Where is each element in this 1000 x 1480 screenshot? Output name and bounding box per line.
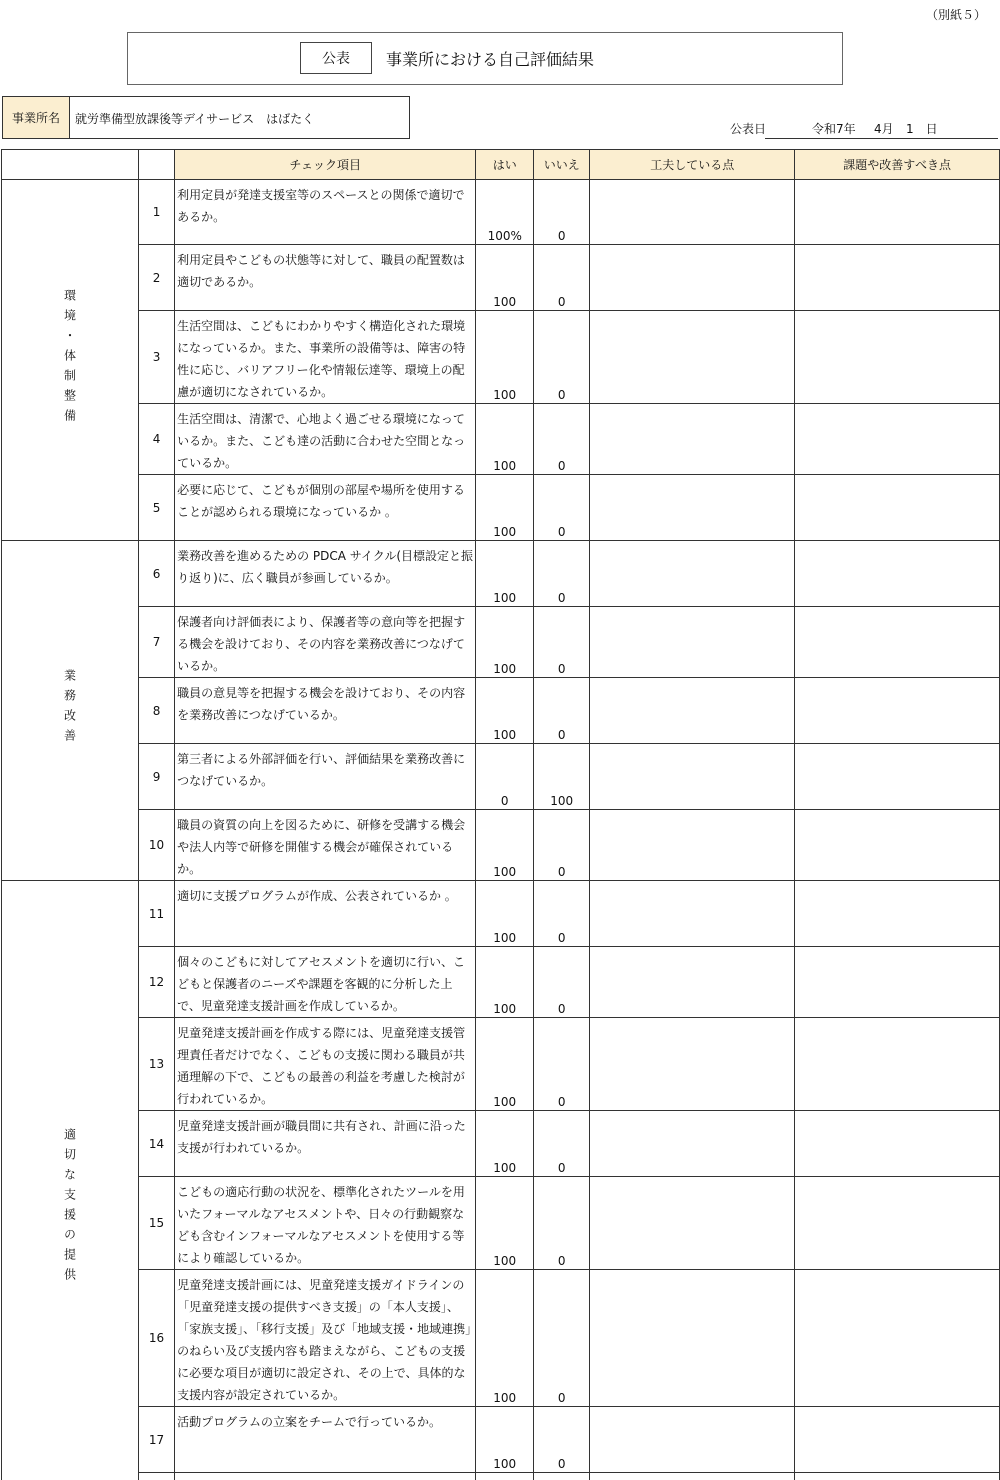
- good-points-cell: [590, 245, 795, 311]
- item-text: 適切に支援プログラムが作成、公表されているか 。: [175, 881, 476, 947]
- issues-cell: [795, 1018, 1000, 1111]
- item-text: 利用定員やこどもの状態等に対して、職員の配置数は適切であるか。: [175, 245, 476, 311]
- item-text: 利用定員が発達支援室等のスペースとの関係で適切であるか。: [175, 180, 476, 245]
- yes-value: 100: [476, 404, 534, 475]
- header-number-cell: [139, 150, 175, 180]
- table-row: [2, 245, 1000, 311]
- item-number: 3: [139, 311, 175, 404]
- good-points-cell: [590, 475, 795, 541]
- table-row: [2, 881, 1000, 947]
- issues-cell: [795, 678, 1000, 744]
- issues-cell: [795, 947, 1000, 1018]
- item-text: 生活空間は、清潔で、心地よく過ごせる環境になっているか。また、こども達の活動に合わせた空間となっているか。: [175, 404, 476, 475]
- issues-cell: [795, 1177, 1000, 1270]
- table-row: [2, 475, 1000, 541]
- yes-value: 100: [476, 1018, 534, 1111]
- no-value: 0: [534, 1018, 590, 1111]
- item-number: 5: [139, 475, 175, 541]
- publication-month: 4月: [874, 120, 894, 137]
- yes-value: 100: [476, 245, 534, 311]
- issues-cell: [795, 1270, 1000, 1407]
- no-value: 0: [534, 245, 590, 311]
- item-number: 14: [139, 1111, 175, 1177]
- item-text: [175, 1473, 476, 1480]
- header-good-points: 工夫している点: [590, 150, 795, 180]
- item-number: 15: [139, 1177, 175, 1270]
- item-number: 13: [139, 1018, 175, 1111]
- table-row: [2, 810, 1000, 881]
- no-value: 0: [534, 1177, 590, 1270]
- table-row: [2, 1270, 1000, 1407]
- yes-value: 100: [476, 1270, 534, 1407]
- good-points-cell: [590, 1270, 795, 1407]
- title-box: [127, 32, 843, 85]
- table-row: [2, 1018, 1000, 1111]
- yes-value: 100: [476, 1407, 534, 1473]
- item-text: 児童発達支援計画には、児童発達支援ガイドラインの「児童発達支援の提供すべき支援」の「本人支援」、「家族支援」、「移行支援」及び「地域支援・地域連携」のねらい及び支援内容も踏まえながら、こどもの支援に必要な項目が適切に設定され、その上で、具体的な支援内容が設定されているか。: [175, 1270, 476, 1407]
- item-text: 児童発達支援計画が職員間に共有され、計画に沿った支援が行われているか。: [175, 1111, 476, 1177]
- table-row: [2, 1407, 1000, 1473]
- issues-cell: [795, 404, 1000, 475]
- good-points-cell: [590, 881, 795, 947]
- item-number: 16: [139, 1270, 175, 1407]
- table-row: [2, 541, 1000, 607]
- good-points-cell: [590, 180, 795, 245]
- no-value: 0: [534, 1111, 590, 1177]
- item-text: 児童発達支援計画を作成する際には、児童発達支援管理責任者だけでなく、こどもの支援に関わる職員が共通理解の下で、こどもの最善の利益を考慮した検討が行われているか。: [175, 1018, 476, 1111]
- publication-era-year: 令和7年: [812, 120, 856, 137]
- no-value: 0: [534, 881, 590, 947]
- page-title: 事業所における自己評価結果: [386, 47, 594, 70]
- category-label: 適切な支援の提供: [62, 1128, 79, 1288]
- item-number: 7: [139, 607, 175, 678]
- item-text: 生活空間は、こどもにわかりやすく構造化された環境になっているか。また、事業所の設備等は、障害の特性に応じ、バリアフリー化や情報伝達等、環境上の配慮が適切になされているか。: [175, 311, 476, 404]
- table-row: [2, 1177, 1000, 1270]
- good-points-cell: [590, 678, 795, 744]
- issues-cell: [795, 744, 1000, 810]
- publication-underline: [765, 138, 998, 139]
- issues-cell: [795, 1407, 1000, 1473]
- issues-cell: [795, 541, 1000, 607]
- header-yes: はい: [476, 150, 534, 180]
- yes-value: 100: [476, 607, 534, 678]
- yes-value: 100: [476, 541, 534, 607]
- office-box: [2, 96, 410, 139]
- publication-label: 公表日: [730, 120, 766, 137]
- good-points-cell: [590, 1407, 795, 1473]
- public-tag: 公表: [300, 42, 372, 74]
- issues-cell: [795, 245, 1000, 311]
- item-text: 保護者向け評価表により、保護者等の意向等を把握する機会を設けており、その内容を業務改善につなげているか。: [175, 607, 476, 678]
- no-value: 0: [534, 541, 590, 607]
- issues-cell: [795, 881, 1000, 947]
- item-number: 6: [139, 541, 175, 607]
- yes-value: 100: [476, 1177, 534, 1270]
- table-row: [2, 311, 1000, 404]
- no-value: 0: [534, 180, 590, 245]
- item-text: 職員の資質の向上を図るために、研修を受講する機会や法人内等で研修を開催する機会が確保されているか。: [175, 810, 476, 881]
- no-value: 0: [534, 607, 590, 678]
- category-cell: [2, 180, 139, 541]
- item-number: 1: [139, 180, 175, 245]
- yes-value: [476, 1473, 534, 1480]
- issues-cell: [795, 1473, 1000, 1480]
- header-category-cell: [2, 150, 139, 180]
- no-value: 0: [534, 475, 590, 541]
- table-row: [2, 1111, 1000, 1177]
- yes-value: 100: [476, 881, 534, 947]
- publication-day: 1 日: [906, 120, 938, 137]
- yes-value: 100: [476, 678, 534, 744]
- good-points-cell: [590, 947, 795, 1018]
- good-points-cell: [590, 1018, 795, 1111]
- issues-cell: [795, 607, 1000, 678]
- item-number: 4: [139, 404, 175, 475]
- item-number: 8: [139, 678, 175, 744]
- item-text: 第三者による外部評価を行い、評価結果を業務改善につなげているか。: [175, 744, 476, 810]
- good-points-cell: [590, 541, 795, 607]
- issues-cell: [795, 810, 1000, 881]
- item-number: [139, 1473, 175, 1480]
- issues-cell: [795, 180, 1000, 245]
- category-cell: [2, 881, 139, 1480]
- good-points-cell: [590, 744, 795, 810]
- office-label: 事業所名: [3, 97, 70, 138]
- no-value: 0: [534, 1270, 590, 1407]
- table-header-row: [2, 150, 1000, 180]
- header-check-item: チェック項目: [175, 150, 476, 180]
- issues-cell: [795, 1111, 1000, 1177]
- yes-value: 100: [476, 475, 534, 541]
- good-points-cell: [590, 1111, 795, 1177]
- no-value: 0: [534, 404, 590, 475]
- item-number: 17: [139, 1407, 175, 1473]
- yes-value: 100%: [476, 180, 534, 245]
- item-text: 業務改善を進めるための PDCA サイクル(目標設定と振り返り)に、広く職員が参画しているか。: [175, 541, 476, 607]
- good-points-cell: [590, 1473, 795, 1480]
- header-issues: 課題や改善すべき点: [795, 150, 1000, 180]
- no-value: 0: [534, 1407, 590, 1473]
- table-row: [2, 744, 1000, 810]
- good-points-cell: [590, 810, 795, 881]
- no-value: 0: [534, 678, 590, 744]
- yes-value: 100: [476, 810, 534, 881]
- yes-value: 100: [476, 1111, 534, 1177]
- table-row: [2, 678, 1000, 744]
- item-number: 2: [139, 245, 175, 311]
- office-name: 就労準備型放課後等デイサービス はばたく: [75, 110, 314, 127]
- no-value: 0: [534, 311, 590, 404]
- category-label: 業務改善: [62, 669, 79, 749]
- item-text: 活動プログラムの立案をチームで行っているか。: [175, 1407, 476, 1473]
- table-row: [2, 607, 1000, 678]
- good-points-cell: [590, 1177, 795, 1270]
- item-number: 11: [139, 881, 175, 947]
- no-value: 100: [534, 744, 590, 810]
- table-row: [2, 947, 1000, 1018]
- category-cell: [2, 541, 139, 881]
- category-label: 環境・体制整備: [62, 289, 79, 429]
- no-value: [534, 1473, 590, 1480]
- yes-value: 100: [476, 947, 534, 1018]
- item-text: 個々のこどもに対してアセスメントを適切に行い、こどもと保護者のニーズや課題を客観的に分析した上で、児童発達支援計画を作成しているか。: [175, 947, 476, 1018]
- table-row: [2, 180, 1000, 245]
- yes-value: 0: [476, 744, 534, 810]
- no-value: 0: [534, 947, 590, 1018]
- issues-cell: [795, 475, 1000, 541]
- item-text: こどもの適応行動の状況を、標準化されたツールを用いたフォーマルなアセスメントや、日々の行動観察なども含むインフォーマルなアセスメントを使用する等により確認しているか。: [175, 1177, 476, 1270]
- item-text: 職員の意見等を把握する機会を設けており、その内容を業務改善につなげているか。: [175, 678, 476, 744]
- item-number: 9: [139, 744, 175, 810]
- issues-cell: [795, 311, 1000, 404]
- header-no: いいえ: [534, 150, 590, 180]
- yes-value: 100: [476, 311, 534, 404]
- good-points-cell: [590, 607, 795, 678]
- item-number: 12: [139, 947, 175, 1018]
- table-row: [2, 1473, 1000, 1480]
- item-number: 10: [139, 810, 175, 881]
- good-points-cell: [590, 311, 795, 404]
- attachment-label: （別紙５）: [926, 6, 986, 23]
- table-row: [2, 404, 1000, 475]
- item-text: 必要に応じて、こどもが個別の部屋や場所を使用することが認められる環境になっているか 。: [175, 475, 476, 541]
- no-value: 0: [534, 810, 590, 881]
- good-points-cell: [590, 404, 795, 475]
- evaluation-table: [1, 149, 1000, 1480]
